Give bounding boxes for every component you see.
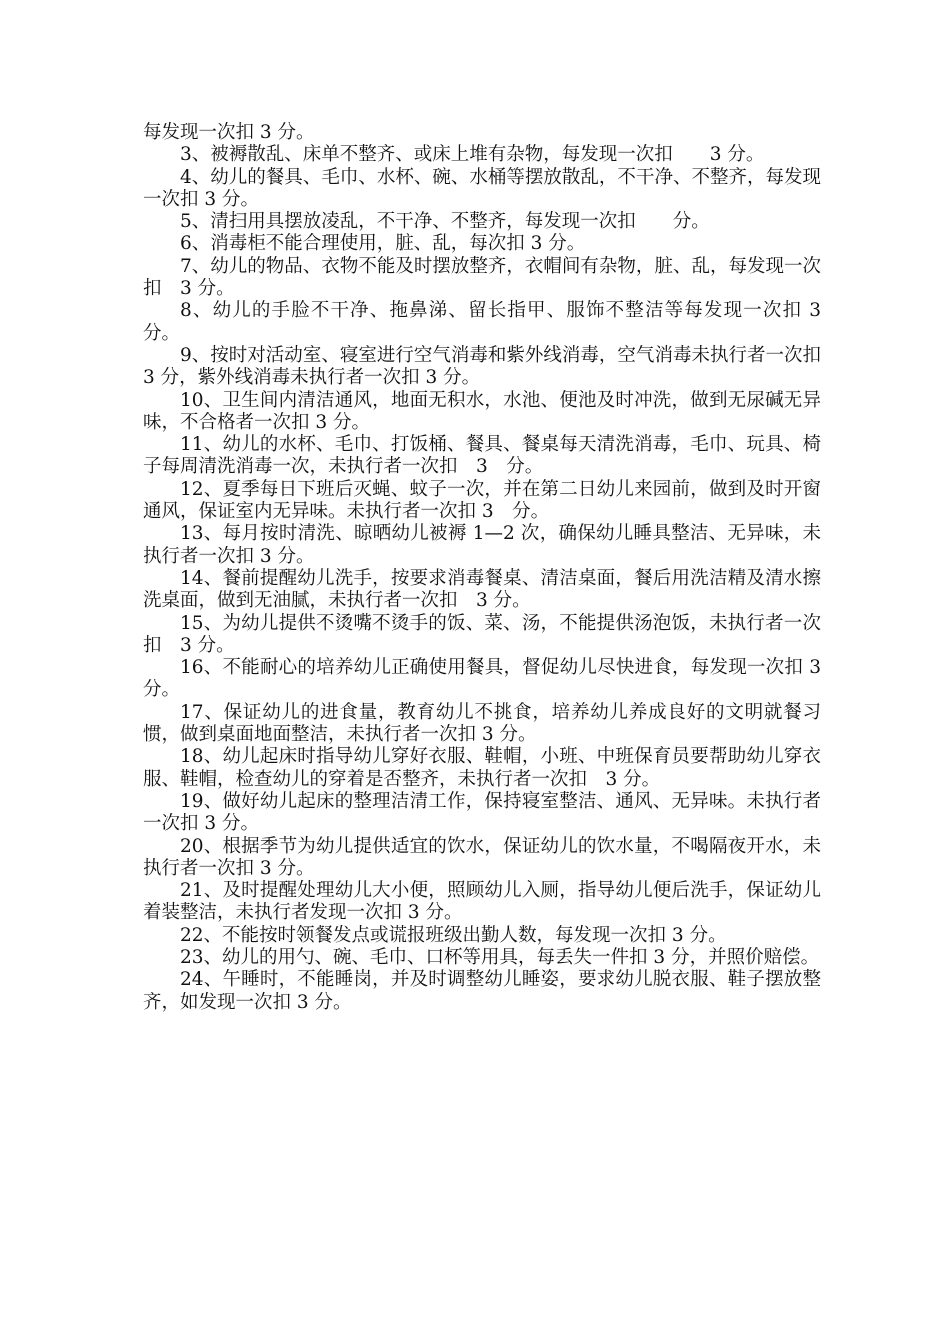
paragraph-item-18: 18、幼儿起床时指导幼儿穿好衣服、鞋帽，小班、中班保育员要帮助幼儿穿衣服、鞋帽，检查幼儿的穿着是否整齐，未执行者一次扣 3 分。 <box>143 746 821 790</box>
paragraph-item-24: 24、午睡时，不能睡岗，并及时调整幼儿睡姿，要求幼儿脱衣服、鞋子摆放整齐，如发现一次扣 3 分。 <box>143 969 821 1013</box>
paragraph-item-9: 9、按时对活动室、寝室进行空气消毒和紫外线消毒，空气消毒未执行者一次扣 3 分，紫外线消毒未执行者一次扣 3 分。 <box>143 344 840 389</box>
paragraph-item-21: 21、及时提醒处理幼儿大小便，照顾幼儿入厕，指导幼儿便后洗手，保证幼儿着装整洁，未执行者发现一次扣 3 分。 <box>143 880 821 924</box>
paragraph-item-23: 23、幼儿的用勺、碗、毛巾、口杯等用具，每丢失一件扣 3 分，并照价赔偿。 <box>180 946 820 968</box>
paragraph-item-22: 22、不能按时领餐发点或谎报班级出勤人数，每发现一次扣 3 分。 <box>180 924 727 946</box>
paragraph-item-17: 17、保证幼儿的进食量，教育幼儿不挑食，培养幼儿养成良好的文明就餐习惯，做到桌面地面整洁，未执行者一次扣 3 分。 <box>143 701 821 746</box>
paragraph-item-15: 15、为幼儿提供不烫嘴不烫手的饭、菜、汤，不能提供汤泡饭，未执行者一次扣 3 分。 <box>143 612 821 656</box>
paragraph-item-3: 3、被褥散乱、床单不整齐、或床上堆有杂物，每发现一次扣 3 分。 <box>180 144 765 166</box>
document-body <box>143 122 840 1014</box>
paragraph-item-5: 5、清扫用具摆放凌乱，不干净、不整齐，每发现一次扣 分。 <box>180 211 710 233</box>
paragraph-item-20: 20、根据季节为幼儿提供适宜的饮水，保证幼儿的饮水量，不喝隔夜开水，未执行者一次扣 3 分。 <box>143 835 821 879</box>
paragraph-item-16: 16、不能耐心的培养幼儿正确使用餐具，督促幼儿尽快进食，每发现一次扣 3 分。 <box>143 657 821 701</box>
paragraph-item-6: 6、消毒柜不能合理使用，脏、乱，每次扣 3 分。 <box>180 233 586 255</box>
paragraph-item-19: 19、做好幼儿起床的整理洁清工作，保持寝室整洁、通风、无异味。未执行者一次扣 3 分。 <box>143 790 821 835</box>
paragraph-item-10: 10、卫生间内清洁通风，地面无积水，水池、便池及时冲洗，做到无尿碱无异味，不合格者一次扣 3 分。 <box>143 389 821 433</box>
paragraph-item-14: 14、餐前提醒幼儿洗手，按要求消毒餐桌、清洁桌面，餐后用洗洁精及清水擦洗桌面，做到无油腻，未执行者一次扣 3 分。 <box>143 567 821 612</box>
paragraph-continuation: 每发现一次扣 3 分。 <box>143 122 315 143</box>
paragraph-item-11: 11、幼儿的水杯、毛巾、打饭桶、餐具、餐桌每天清洗消毒，毛巾、玩具、椅子每周清洗消毒一次，未执行者一次扣 3 分。 <box>143 434 821 478</box>
paragraph-item-13: 13、每月按时清洗、晾晒幼儿被褥 1—2 次，确保幼儿睡具整洁、无异味，未执行者一次扣 3 分。 <box>143 523 821 567</box>
paragraph-item-4: 4、幼儿的餐具、毛巾、水杯、碗、水桶等摆放散乱，不干净、不整齐，每发现一次扣 3 分。 <box>143 166 821 210</box>
paragraph-item-8: 8、幼儿的手脸不干净、拖鼻涕、留长指甲、服饰不整洁等每发现一次扣 3 分。 <box>143 300 840 344</box>
paragraph-item-7: 7、幼儿的物品、衣物不能及时摆放整齐，衣帽间有杂物，脏、乱，每发现一次扣 3 分。 <box>143 255 821 300</box>
paragraph-item-12: 12、夏季每日下班后灭蝇、蚊子一次，并在第二日幼儿来园前，做到及时开窗通风，保证室内无异味。未执行者一次扣 3 分。 <box>143 478 821 523</box>
